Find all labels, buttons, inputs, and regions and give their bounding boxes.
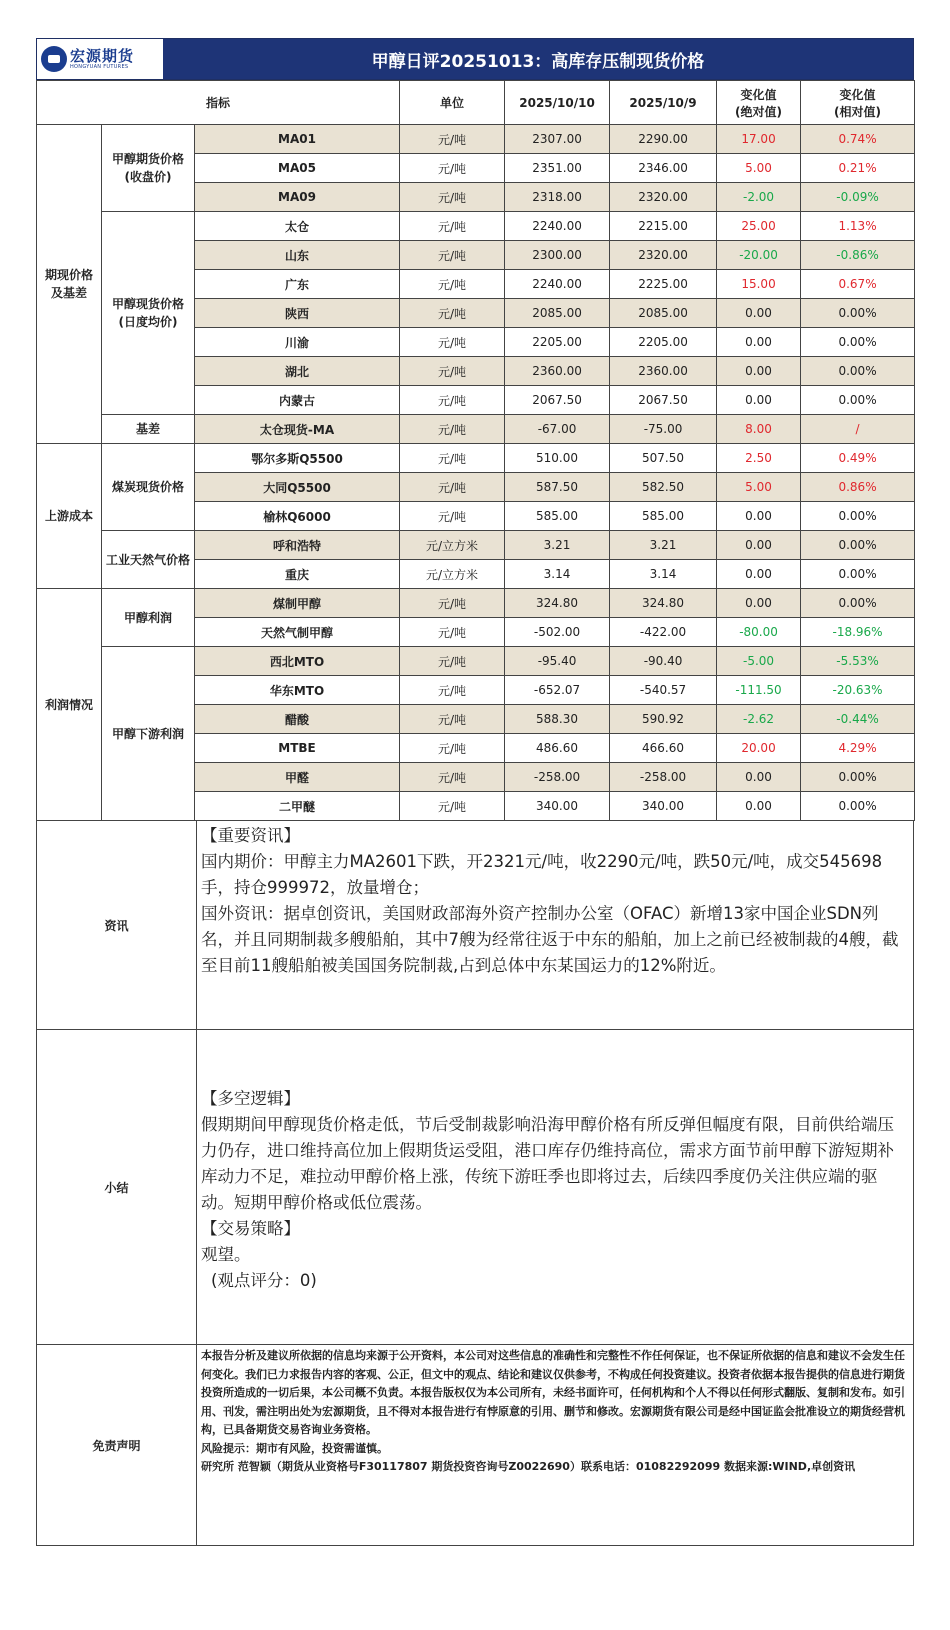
abs-change: -5.00 [717, 647, 801, 676]
abs-change: -111.50 [717, 676, 801, 705]
unit-cell: 元/吨 [400, 792, 505, 821]
abs-change: -2.00 [717, 183, 801, 212]
indicator-name: 鄂尔多斯Q5500 [195, 444, 400, 473]
abs-change: 0.00 [717, 328, 801, 357]
abs-change: 5.00 [717, 154, 801, 183]
rel-change: 4.29% [801, 734, 915, 763]
logo-english-name: HONGYUAN FUTURES [70, 63, 129, 70]
value-date2: 2085.00 [610, 299, 717, 328]
value-date2: 3.14 [610, 560, 717, 589]
subgroup-basis: 基差 [102, 415, 195, 444]
rel-change: -18.96% [801, 618, 915, 647]
value-date2: 324.80 [610, 589, 717, 618]
value-date1: 2240.00 [505, 212, 610, 241]
rel-change: 0.49% [801, 444, 915, 473]
table-header-row [37, 81, 915, 125]
rel-change: -5.53% [801, 647, 915, 676]
value-date1: 2085.00 [505, 299, 610, 328]
value-date1: 2318.00 [505, 183, 610, 212]
subgroup-futures-price: 甲醇期货价格 (收盘价) [102, 125, 195, 212]
abs-change: 0.00 [717, 763, 801, 792]
indicator-name: 湖北 [195, 357, 400, 386]
value-date2: 507.50 [610, 444, 717, 473]
unit-cell: 元/吨 [400, 647, 505, 676]
value-date2: 2067.50 [610, 386, 717, 415]
unit-cell: 元/吨 [400, 618, 505, 647]
value-date1: 2205.00 [505, 328, 610, 357]
rel-change: 0.00% [801, 328, 915, 357]
abs-change: 5.00 [717, 473, 801, 502]
news-domestic: 国内期价：甲醇主力MA2601下跌，开2321元/吨，收2290元/吨，跌50元/吨，成交545698手，持仓999972，放量增仓； [201, 852, 883, 897]
value-date2: 590.92 [610, 705, 717, 734]
logo-icon [41, 46, 67, 72]
unit-cell: 元/吨 [400, 270, 505, 299]
view-score: (观点评分：0) [211, 1271, 317, 1290]
rel-change: 1.13% [801, 212, 915, 241]
rel-change: -20.63% [801, 676, 915, 705]
value-date1: 510.00 [505, 444, 610, 473]
table-row [37, 415, 915, 444]
indicator-name: 西北MTO [195, 647, 400, 676]
rel-change: 0.00% [801, 502, 915, 531]
news-international: 国外资讯：据卓创资讯，美国财政部海外资产控制办公室（OFAC）新增13家中国企业SDN列名，并且同期制裁多艘船舶，其中7艘为经常往返于中东的船舶，加上之前已经被制裁的4艘，截至目前11艘船舶被美国国务院制裁,占到总体中东某国运力的12%附近。 [201, 904, 899, 975]
unit-cell: 元/立方米 [400, 531, 505, 560]
value-date2: 2225.00 [610, 270, 717, 299]
indicator-name: 广东 [195, 270, 400, 299]
abs-change: -80.00 [717, 618, 801, 647]
group-futures-spot-basis: 期现价格 及基差 [37, 125, 102, 444]
summary-section [36, 1030, 914, 1345]
value-date1: -67.00 [505, 415, 610, 444]
report-header [36, 38, 914, 80]
abs-change: 0.00 [717, 502, 801, 531]
value-date1: 2240.00 [505, 270, 610, 299]
value-date1: -652.07 [505, 676, 610, 705]
col-indicator: 指标 [37, 81, 400, 125]
value-date2: 340.00 [610, 792, 717, 821]
value-date2: 2320.00 [610, 183, 717, 212]
value-date1: 486.60 [505, 734, 610, 763]
unit-cell: 元/吨 [400, 212, 505, 241]
report-title: 甲醇日评20251013：高库存压制现货价格 [163, 39, 913, 79]
value-date1: 2307.00 [505, 125, 610, 154]
unit-cell: 元/吨 [400, 502, 505, 531]
unit-cell: 元/吨 [400, 125, 505, 154]
value-date2: 582.50 [610, 473, 717, 502]
strategy-text: 观望。 [201, 1245, 251, 1264]
risk-warning: 风险提示：期市有风险，投资需谨慎。 [201, 1441, 388, 1455]
value-date1: -502.00 [505, 618, 610, 647]
col-abs-change: 变化值 (绝对值) [717, 81, 801, 125]
unit-cell: 元/吨 [400, 444, 505, 473]
unit-cell: 元/吨 [400, 763, 505, 792]
indicator-name: 煤制甲醇 [195, 589, 400, 618]
value-date2: -422.00 [610, 618, 717, 647]
value-date2: -540.57 [610, 676, 717, 705]
group-upstream-cost: 上游成本 [37, 444, 102, 589]
indicator-name: 二甲醚 [195, 792, 400, 821]
value-date1: 2351.00 [505, 154, 610, 183]
data-table [36, 80, 915, 821]
indicator-name: 重庆 [195, 560, 400, 589]
unit-cell: 元/吨 [400, 734, 505, 763]
news-label: 资讯 [37, 821, 197, 1029]
unit-cell: 元/吨 [400, 241, 505, 270]
value-date2: 3.21 [610, 531, 717, 560]
rel-change: 0.00% [801, 357, 915, 386]
value-date2: -90.40 [610, 647, 717, 676]
value-date1: 587.50 [505, 473, 610, 502]
indicator-name: 甲醛 [195, 763, 400, 792]
news-section [36, 821, 914, 1030]
unit-cell: 元/吨 [400, 328, 505, 357]
abs-change: 0.00 [717, 792, 801, 821]
unit-cell: 元/吨 [400, 357, 505, 386]
group-profit: 利润情况 [37, 589, 102, 821]
rel-change: 0.74% [801, 125, 915, 154]
abs-change: 0.00 [717, 299, 801, 328]
value-date1: 3.21 [505, 531, 610, 560]
rel-change: 0.00% [801, 531, 915, 560]
report-page [36, 38, 914, 1546]
subgroup-coal-price: 煤炭现货价格 [102, 444, 195, 531]
rel-change: 0.00% [801, 560, 915, 589]
table-row [37, 589, 915, 618]
abs-change: 0.00 [717, 357, 801, 386]
rel-change: -0.44% [801, 705, 915, 734]
table-row [37, 212, 915, 241]
value-date1: -258.00 [505, 763, 610, 792]
indicator-name: 川渝 [195, 328, 400, 357]
summary-label: 小结 [37, 1030, 197, 1344]
table-row [37, 531, 915, 560]
indicator-name: MA05 [195, 154, 400, 183]
col-date1: 2025/10/10 [505, 81, 610, 125]
rel-change: -0.86% [801, 241, 915, 270]
indicator-name: 太仓现货-MA [195, 415, 400, 444]
value-date1: 340.00 [505, 792, 610, 821]
value-date1: 2067.50 [505, 386, 610, 415]
indicator-name: 华东MTO [195, 676, 400, 705]
unit-cell: 元/吨 [400, 183, 505, 212]
value-date2: 2215.00 [610, 212, 717, 241]
indicator-name: MA09 [195, 183, 400, 212]
strategy-heading: 【交易策略】 [201, 1219, 300, 1238]
value-date2: -258.00 [610, 763, 717, 792]
value-date2: -75.00 [610, 415, 717, 444]
logo-chinese-name: 宏源期货 [70, 46, 135, 65]
disclaimer-section [36, 1345, 914, 1546]
company-logo [37, 39, 163, 79]
value-date2: 2205.00 [610, 328, 717, 357]
abs-change: 0.00 [717, 560, 801, 589]
value-date1: 2300.00 [505, 241, 610, 270]
author-info: 研究所 范智颖（期货从业资格号F30117807 期货投资咨询号Z0022690）联系电话：01082292099 数据来源:WIND,卓创资讯 [201, 1460, 856, 1473]
indicator-name: 榆林Q6000 [195, 502, 400, 531]
subgroup-methanol-profit: 甲醇利润 [102, 589, 195, 647]
rel-change: 0.00% [801, 386, 915, 415]
value-date2: 2290.00 [610, 125, 717, 154]
rel-change: 0.00% [801, 792, 915, 821]
logic-text: 假期期间甲醇现货价格走低，节后受制裁影响沿海甲醇价格有所反弹但幅度有限，目前供给端压力仍存，进口维持高位加上假期货运受阻，港口库存仍维持高位，需求方面节前甲醇下游短期补库动力不足，难拉动甲醇价格上涨，传统下游旺季也即将过去，后续四季度仍关注供应端的驱动。短期甲醇价格或低位震荡。 [201, 1115, 894, 1212]
rel-change: 0.00% [801, 589, 915, 618]
rel-change: / [801, 415, 915, 444]
logic-heading: 【多空逻辑】 [201, 1089, 300, 1108]
table-row [37, 444, 915, 473]
value-date1: -95.40 [505, 647, 610, 676]
rel-change: 0.86% [801, 473, 915, 502]
abs-change: 25.00 [717, 212, 801, 241]
value-date1: 324.80 [505, 589, 610, 618]
rel-change: 0.67% [801, 270, 915, 299]
indicator-name: 醋酸 [195, 705, 400, 734]
unit-cell: 元/吨 [400, 415, 505, 444]
col-date2: 2025/10/9 [610, 81, 717, 125]
col-rel-change: 变化值 (相对值) [801, 81, 915, 125]
abs-change: 15.00 [717, 270, 801, 299]
indicator-name: MA01 [195, 125, 400, 154]
subgroup-downstream-profit: 甲醇下游利润 [102, 647, 195, 821]
value-date1: 3.14 [505, 560, 610, 589]
abs-change: -2.62 [717, 705, 801, 734]
indicator-name: 陕西 [195, 299, 400, 328]
disclaimer-body [197, 1345, 913, 1545]
abs-change: 17.00 [717, 125, 801, 154]
value-date2: 585.00 [610, 502, 717, 531]
indicator-name: 天然气制甲醇 [195, 618, 400, 647]
table-row [37, 125, 915, 154]
subgroup-gas-price: 工业天然气价格 [102, 531, 195, 589]
value-date2: 2360.00 [610, 357, 717, 386]
value-date1: 585.00 [505, 502, 610, 531]
value-date2: 466.60 [610, 734, 717, 763]
rel-change: 0.00% [801, 299, 915, 328]
disclaimer-text: 本报告分析及建议所依据的信息均来源于公开资料，本公司对这些信息的准确性和完整性不作任何保证，也不保证所依据的信息和建议不会发生任何变化。我们已力求报告内容的客观、公正，但文中的观点、结论和建议仅供参考，不构成任何投资建议。投资者依据本报告提供的信息进行期货投资所造成的一切后果，本公司概不负责。本报告版权仅为本公司所有，未经书面许可，任何机构和个人不得以任何形式翻版、复制和发布。如引用、刊发，需注明出处为宏源期货，且不得对本报告进行有悖原意的引用、删节和修改。宏源期货有限公司是经中国证监会批准设立的期货经营机构，已具备期货交易咨询业务资格。 [201, 1349, 905, 1436]
rel-change: 0.21% [801, 154, 915, 183]
unit-cell: 元/吨 [400, 299, 505, 328]
indicator-name: 大同Q5500 [195, 473, 400, 502]
value-date2: 2346.00 [610, 154, 717, 183]
unit-cell: 元/吨 [400, 473, 505, 502]
indicator-name: 内蒙古 [195, 386, 400, 415]
abs-change: 0.00 [717, 589, 801, 618]
value-date1: 2360.00 [505, 357, 610, 386]
unit-cell: 元/立方米 [400, 560, 505, 589]
rel-change: 0.00% [801, 763, 915, 792]
unit-cell: 元/吨 [400, 154, 505, 183]
table-row [37, 647, 915, 676]
abs-change: 8.00 [717, 415, 801, 444]
indicator-name: MTBE [195, 734, 400, 763]
indicator-name: 山东 [195, 241, 400, 270]
unit-cell: 元/吨 [400, 676, 505, 705]
disclaimer-label: 免责声明 [37, 1345, 197, 1545]
value-date2: 2320.00 [610, 241, 717, 270]
news-heading: 【重要资讯】 [201, 826, 300, 845]
rel-change: -0.09% [801, 183, 915, 212]
unit-cell: 元/吨 [400, 386, 505, 415]
unit-cell: 元/吨 [400, 705, 505, 734]
news-body [197, 821, 913, 1029]
summary-body [197, 1030, 913, 1344]
abs-change: -20.00 [717, 241, 801, 270]
col-unit: 单位 [400, 81, 505, 125]
value-date1: 588.30 [505, 705, 610, 734]
indicator-name: 呼和浩特 [195, 531, 400, 560]
unit-cell: 元/吨 [400, 589, 505, 618]
subgroup-spot-price: 甲醇现货价格 (日度均价) [102, 212, 195, 415]
abs-change: 0.00 [717, 386, 801, 415]
abs-change: 2.50 [717, 444, 801, 473]
abs-change: 20.00 [717, 734, 801, 763]
abs-change: 0.00 [717, 531, 801, 560]
indicator-name: 太仓 [195, 212, 400, 241]
